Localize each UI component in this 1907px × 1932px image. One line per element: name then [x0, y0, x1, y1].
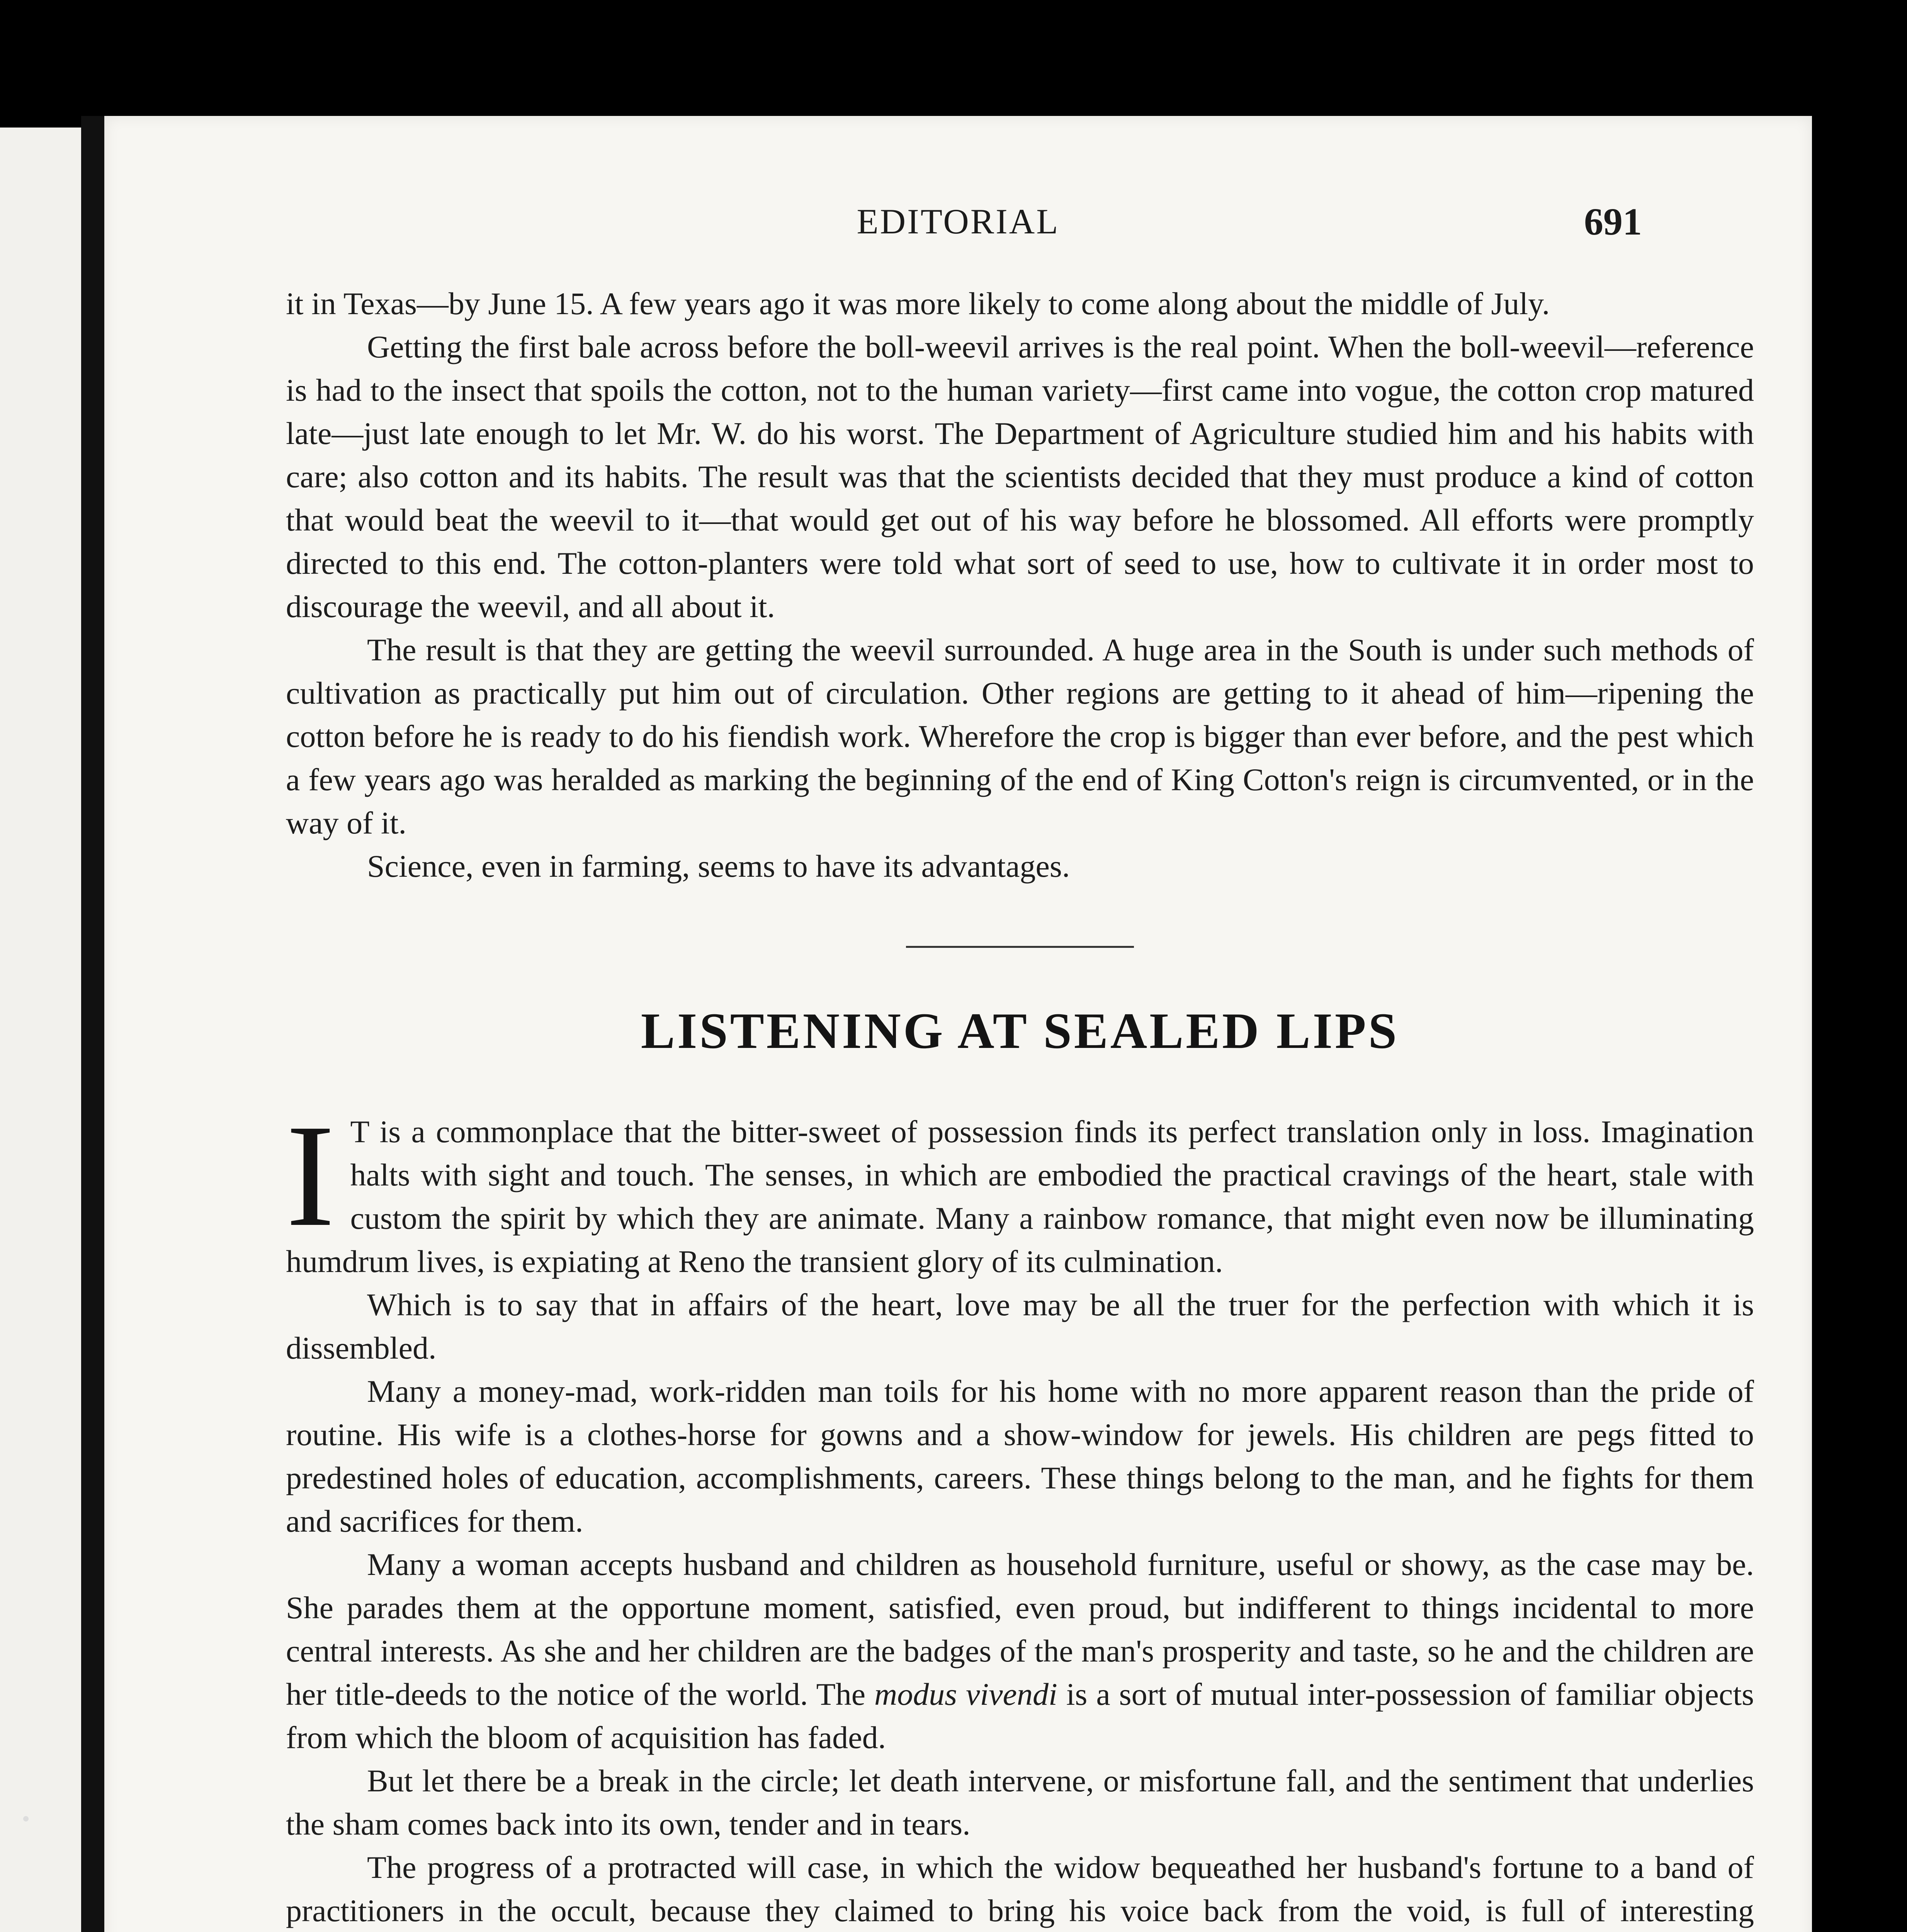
section-divider	[906, 946, 1134, 948]
paragraph-text: is a sort of mutual inter-possession of familiar objects from which the bloom of acquisition has faded.	[286, 1677, 1754, 1755]
paragraph-text: Many a woman accepts husband and children as household furniture, useful or showy, as the case may be. She parades them at the opportune moment, satisfied, even proud, but indifferent to things incidental to more central interests. As she and her children are the badges of the man's prosperity and taste, so he and the children are her title-deeds to the notice of the world. The	[286, 1547, 1754, 1712]
paragraph: it in Texas—by June 15. A few years ago it was more likely to come along about the middle of July.	[286, 286, 1550, 321]
italic-phrase: modus vivendi	[874, 1677, 1057, 1712]
adjacent-page-edge	[0, 128, 89, 1932]
opening-paragraph-text: T is a commonplace that the bitter-sweet of possession finds its perfect translation only in loss. Imagination halts with sight and touch. The senses, in which are embodied the practical cravings of the heart, stale with custom the spirit by which they are animate. Many a rainbow romance, that might even now be illuminating humdrum lives, is expiating at Reno the transient glory of its culmination.	[286, 1114, 1754, 1279]
paragraph: Getting the first bale across before the boll-weevil arrives is the real point. When the boll-weevil—reference is had to the insect that spoils the cotton, not to the human variety—first came into vogue, the cotton crop matured late—just late enough to let Mr. W. do his worst. The Department of Agriculture studied him and his habits with care; also cotton and its habits. The result was that the scientists decided that they must produce a kind of cotton that would beat the weevil to it—that would get out of his way before he blossomed. All efforts were promptly directed to this end. The cotton-planters were told what sort of seed to use, how to cultivate it in order most to discourage the weevil, and all about it.	[286, 329, 1754, 624]
paragraph: But let there be a break in the circle; let death intervene, or misfortune fall, and the sentiment that underlies the sham comes back into its own, tender and in tears.	[286, 1763, 1754, 1842]
paragraph: The progress of a protracted will case, in which the widow bequeathed her husband's fortune to a band of practitioners in the occult, because they claimed to bring his voice back from the void, is full of interesting	[286, 1850, 1754, 1928]
paragraph: Science, even in farming, seems to have its advantages.	[367, 849, 1070, 884]
magazine-page	[104, 116, 1812, 1932]
paragraph: Many a money-mad, work-ridden man toils for his home with no more apparent reason than the pride of routine. His wife is a clothes-horse for gowns and a show-window for jewels. His children are pegs fitted to predestined holes of education, accomplishments, careers. These things belong to the man, and he fights for them and sacrifices for them.	[286, 1374, 1754, 1539]
article-headline: LISTENING AT SEALED LIPS	[641, 1002, 1399, 1059]
article-boll-weevil	[286, 282, 1754, 888]
paragraph: The result is that they are getting the weevil surrounded. A huge area in the South is under such methods of cultivation as practically put him out of circulation. Other regions are getting to it ahead of him—ripening the cotton before he is ready to do his fiendish work. Wherefore the crop is bigger than ever before, and the pest which a few years ago was heralded as marking the beginning of the end of King Cotton's reign is circumvented, or in the way of it.	[286, 632, 1754, 840]
paragraph: Which is to say that in affairs of the heart, love may be all the truer for the perfection with which it is dissembled.	[286, 1287, 1754, 1366]
paragraph-furniture	[286, 1543, 1754, 1759]
scan-speck	[23, 1816, 29, 1821]
drop-cap: I	[286, 1094, 335, 1257]
section-title: EDITORIAL	[857, 202, 1060, 241]
opening-paragraph	[286, 1094, 1754, 1283]
page-number: 691	[1584, 200, 1642, 243]
running-head	[104, 201, 1812, 263]
article-sealed-lips	[286, 1094, 1754, 1932]
page-body	[286, 282, 1754, 1932]
